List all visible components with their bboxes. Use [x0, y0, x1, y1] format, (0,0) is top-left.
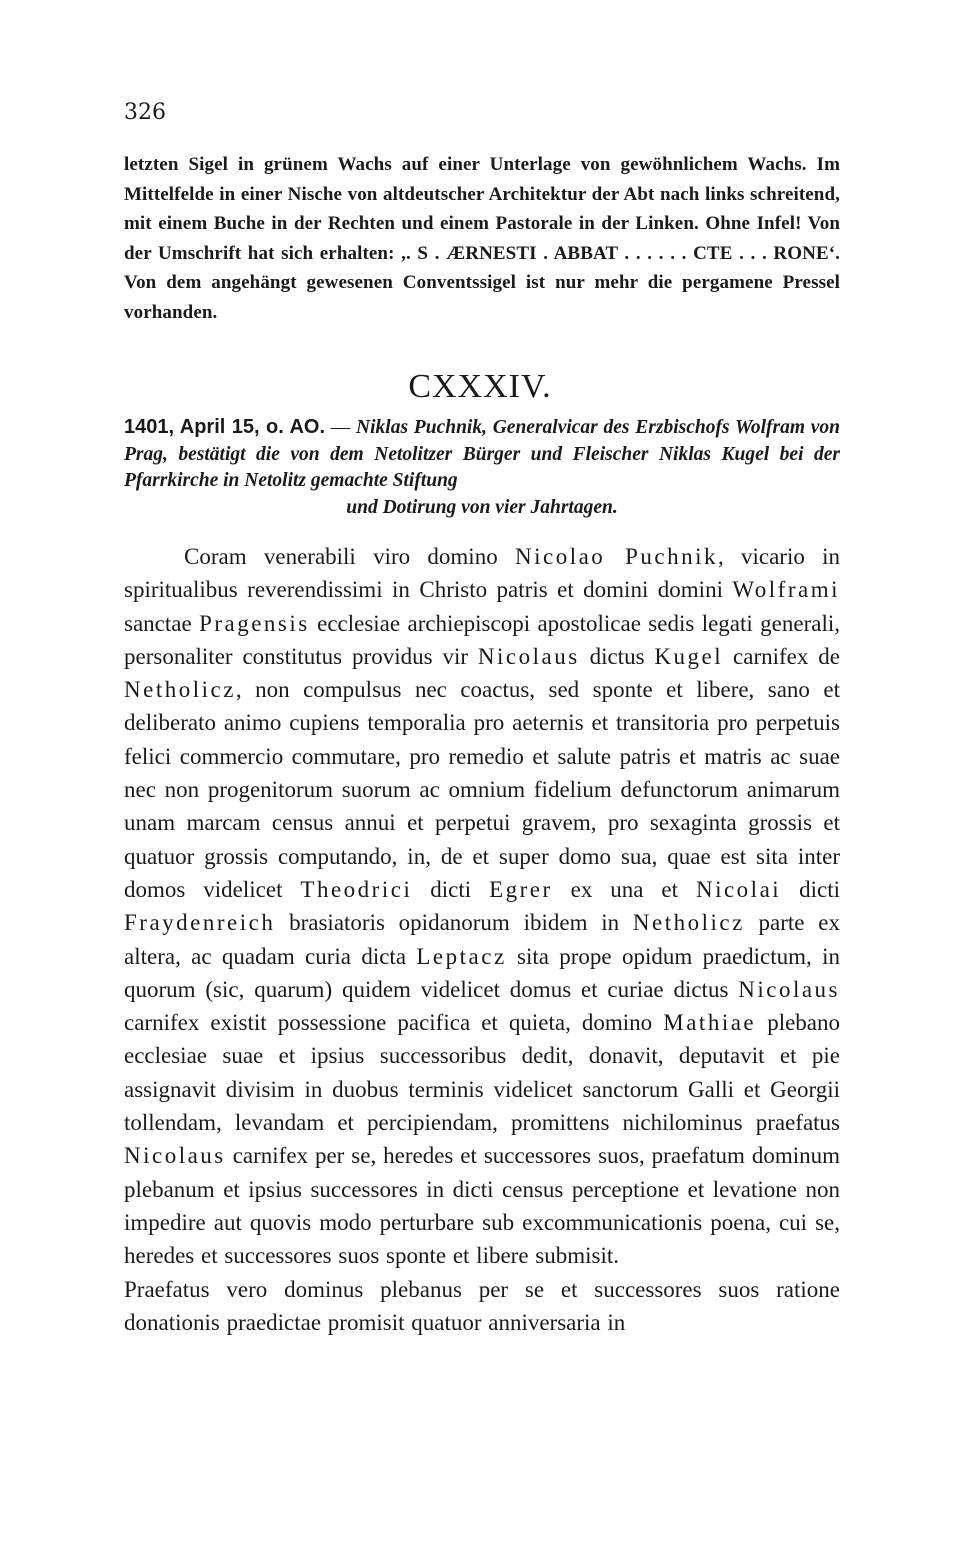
spaced-name: Mathiae: [663, 1010, 757, 1036]
text-run: Coram venerabili viro domino: [184, 544, 515, 569]
spaced-name: Pragensis: [199, 610, 310, 636]
text-run: carnifex per se, heredes et successores suos, praefatum dominum plebanum et ipsius successores in dicti census perceptione et levatione non impedire aut quovis modo perturbare sub excommunicationis poena, cui se, heredes et successores suos sponte et libere submisit.: [124, 1143, 840, 1269]
regest-date: 1401, April 15, o. AO.: [124, 416, 326, 438]
spaced-name: Kugel: [654, 643, 724, 669]
seal-note-paragraph: letzten Sigel in grünem Wachs auf einer Unterlage von gewöhnlichem Wachs. Im Mittelfelde in einer Nische von altdeutscher Architektur der Abt nach links schreitend, mit einem Buche in der Rechten und einem Pastorale in der Linken. Ohne Infel! Von der Umschrift hat sich erhalten: ,. S . ÆRNESTI . ABBAT . . . . . . CTE . . . RONE‘. Von dem angehängt gewesenen Conventssigel ist nur mehr die pergamene Pressel vorhanden.: [124, 154, 840, 323]
regest-dash: —: [330, 417, 351, 438]
spaced-name: Leptacz: [416, 943, 507, 969]
text-run: , vicario in spiritualibus reverendissimi in Christo patris et domini domini: [124, 544, 841, 603]
regest-summary-text: Niklas Puchnik, Generalvicar des Erzbischofs Wolfram von Prag, bestätigt die von dem Netolitzer Bürger und Fleischer Niklas Kugel bei der Pfarrkirche in Netolitz gemachte Stiftung: [124, 417, 841, 491]
spaced-name: Nicolaus: [738, 976, 840, 1002]
spaced-name: Nicolaus: [477, 643, 580, 669]
text-run: carnifex de: [723, 643, 840, 669]
text-run: plebano ecclesiae suae et ipsius successoribus dedit, donavit, deputavit et pie assignavit divisim in duobus terminis videlicet sanctorum Galli et Georgii tollendam, levandam et percipiendam, promittens nichilominus praefatus: [124, 1010, 841, 1136]
text-run: dictus: [579, 643, 655, 669]
spaced-name: Netholicz: [632, 910, 745, 936]
text-run: ex una et: [552, 876, 696, 902]
text-run: carnifex existit possessione pacifica et quieta, domino: [124, 1010, 664, 1036]
spaced-name: Fraydenreich: [124, 910, 276, 936]
spaced-name: Nicolai: [695, 876, 782, 902]
text-run: , non compulsus nec coactus, sed sponte et libere, sano et deliberato animo cupiens temporalia pro aeternis et transitoria pro perpetuis felici commercio commutare, pro remedio et salute patris et matris ac suae nec non progenitorum suorum ac omnium fidelium defunctorum animarum unam marcam census annui et perpetui gravem, pro sexaginta grossis et quatuor grossis computando, in, de et super domo sua, quae est sita inter domos videlicet: [124, 677, 840, 902]
charter-paragraph: [124, 540, 840, 1273]
charter-body-text: [124, 540, 840, 1339]
spaced-name: Nicolao Puchnik: [514, 544, 718, 569]
text-run: brasiatoris opidanorum ibidem in: [275, 910, 633, 936]
text-run: dicti: [412, 876, 490, 902]
spaced-name: Nicolaus: [124, 1143, 226, 1169]
spaced-name: Netholicz: [124, 677, 236, 703]
document-number-heading: CXXXIV.: [408, 368, 552, 405]
spaced-name: Wolframi: [732, 577, 840, 603]
text-run: dicti: [781, 876, 840, 902]
text-run: sita prope opidum praedictum, in quorum (sic, quarum) quidem videlicet domus et curiae dictus: [124, 943, 841, 1002]
charter-paragraph-continued: Praefatus vero dominus plebanus per se et successores suos ratione donationis praedictae promisit quatuor anniversaria in: [124, 1276, 840, 1335]
text-run: parte ex altera, ac quadam curia dicta: [124, 910, 840, 969]
spaced-name: Theodrici: [300, 876, 413, 902]
text-run: ecclesiae archiepiscopi apostolicae sedis legati generali, personaliter constitutus providus vir: [124, 610, 840, 669]
page-number: 326: [124, 100, 166, 125]
regest-summary-tail: und Dotirung von vier Jahrtagen.: [346, 496, 618, 518]
spaced-name: Egrer: [489, 876, 553, 902]
regest-summary: [124, 414, 840, 521]
text-run: sanctae: [124, 610, 200, 636]
